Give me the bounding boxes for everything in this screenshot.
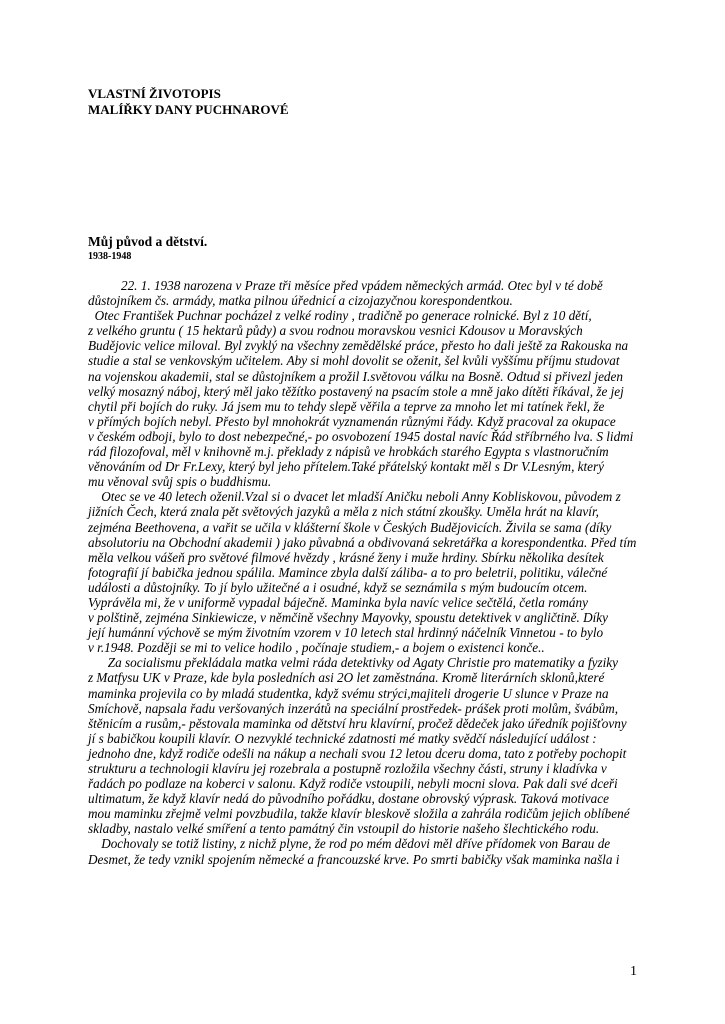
body-line: studie a stal se venkovským učitelem. Aby si mohl dovolit se oženit, šel kvůli vyššímu příjmu studovat — [88, 353, 620, 369]
body-line: věnováním od Dr Fr.Lexy, který byl jeho přítelem.Také přátelský kontakt měl s Dr V.Lesným, který — [88, 459, 605, 475]
body-line: na vojenskou akademii, stal se důstojníkem a prožil I.světovou válku na Bosně. Odtud si přivezl jeden — [88, 368, 623, 384]
body-line: skladby, nastalo velké smíření a tento památný čin vstoupil do historie našeho šlechtického rodu. — [88, 821, 600, 837]
page-number: 1 — [630, 964, 637, 979]
body-line: její humánní výchově se mým životním vzorem v 10 letech stal hrdinný náčelník Vinnetou - to bylo — [88, 625, 604, 641]
body-line: události a důstojníky. To jí bylo užitečné a i osudné, když se seznámila s mým budoucím otcem. — [88, 579, 588, 595]
body-line: v polštině, zejména Sinkiewicze, v němčině všechny Mayovky, spoustu detektivek v angličtině. Díky — [88, 610, 608, 626]
body-line: jí s babičkou koupili klavír. O nezvyklé technické zdatnosti mé matky svědčí následující událost : — [88, 730, 597, 746]
body-line: v českém odboji, bylo to dost nebezpečné,- po osvobození 1945 dostal navíc Řád stříbrného lva. S lidmi — [88, 428, 634, 444]
body-line: v přímých bojích nebyl. Přesto byl mnohokrát vyznamenán různými řády. Když pracoval za okupace — [88, 413, 616, 429]
body-line: z velkého gruntu ( 15 hektarů půdy) a svou rodnou moravskou vesnici Kdousov u Moravských — [88, 323, 583, 339]
body-line: zejména Beethovena, a vařit se učila v klášterní škole v Českých Budějovicích. Živila se sama (díky — [88, 519, 612, 535]
body-line: Vyprávěla mi, že v uniformě vypadal báječně. Maminka byla navíc velice sečtělá, četla romány — [88, 594, 588, 610]
body-line: strukturu a technologii klavíru jej rozebrala a postupně rozložila všechny části, struny i kladívka v — [88, 761, 607, 776]
body-line: chytil při bojích do ruky. Já jsem mu to tehdy slepě věřila a teprve za mnoho let mi tatínek řekl, že — [88, 398, 605, 414]
section-heading: Můj původ a dětství. — [88, 234, 208, 249]
body-line: Otec František Puchnar pocházel z velké rodiny , tradičně po generace rolnické. Byl z 10 dětí, — [88, 308, 592, 324]
body-line: v r.1948. Později se mi to velice hodilo , počínaje studiem,- a bojem o existenci konče.. — [88, 640, 545, 656]
body-line: absolutoriu na Obchodní akademii ) jako půvabná a obdivovaná sekretářka a korespondentka. Před tím — [88, 534, 637, 550]
body-line: Dochovaly se totiž listiny, z nichž plyne, že rod po mém dědovi měl dříve přídomek von Barau de — [88, 836, 611, 852]
body-text — [88, 278, 640, 867]
body-line: fotografií jí babička jednou spálila. Mamince zbyla další záliba- a to pro beletrii, politiku, válečné — [88, 564, 608, 580]
body-line: rád filozofoval, měl v knihovně m.j. překlady z nápisů ve hrobkách starého Egypta s vlastnoručním — [88, 444, 609, 460]
body-line: jednoho dne, když rodiče odešli na nákup a nechali svou 12 letou dceru doma, tato z potřeby pochopit — [88, 745, 627, 761]
body-line: mu věnoval svůj spis o buddhismu. — [88, 474, 272, 490]
body-line: ultimatum, že když klavír nedá do původního pořádku, dostane obrovský výprask. Taková motivace — [88, 791, 609, 807]
body-line: Budějovic velice miloval. Byl zvyklý na všechny zemědělské práce, přesto ho dali ještě za Rakouska na — [88, 338, 629, 354]
body-line: řadách po podlaze na koberci v salonu. Když rodiče vstoupili, nebyli mocni slova. Pak dali své dceři — [88, 776, 618, 792]
section-years: 1938-1948 — [88, 251, 132, 262]
body-line: měla velkou vášeň pro světové filmové hvězdy , krásné ženy i muže hrdiny. Sbírku několika desítek — [88, 549, 604, 565]
body-line: štěnicím a rusům,- pěstovala maminka od dětství hru klavírní, pročež dědeček jako úředník pojišťovny — [88, 715, 627, 731]
body-line: jižních Čech, která znala pět světových jazyků a měla z nich státní zkoušky. Uměla hrát na klavír, — [88, 504, 599, 520]
title-line: MALÍŘKY DANY PUCHNAROVÉ — [88, 102, 289, 117]
body-line: Otec se ve 40 letech oženil.Vzal si o dvacet let mladší Aničku neboli Anny Kobliskovou, původem z — [88, 489, 621, 505]
body-line: mou maminku zřejmě velmi povzbudila, takže klavír bleskově složila a zahrála rodičům jejich oblíbené — [88, 806, 630, 822]
body-line: z Matfysu UK v Praze, kde byla posledních asi 2O let zaměstnána. Kromě literárních sklonů,které — [88, 670, 605, 686]
body-line: 22. 1. 1938 narozena v Praze tři měsíce před vpádem německých armád. Otec byl v té době — [88, 278, 603, 293]
body-line: Desmet, že tedy vznikl spojením německé a francouzské krve. Po smrti babičky však maminka našla i — [88, 851, 620, 867]
title-line: VLASTNÍ ŽIVOTOPIS — [88, 86, 221, 101]
document-title — [88, 86, 289, 118]
body-line: Za socialismu překládala matka velmi ráda detektivky od Agaty Christie pro matematiky a fyziky — [88, 655, 618, 671]
body-line: maminka projevila co by mladá studentka, když svému strýci,majiteli drogerie U slunce v Praze na — [88, 685, 609, 701]
body-line: důstojníkem čs. armády, matka pilnou úřednicí a cizojazyčnou korespondentkou. — [88, 293, 513, 309]
body-line: Smíchově, napsala řadu veršovaných inzerátů na speciální prostředek- prášek proti molům, švábům, — [88, 700, 619, 716]
body-line: velký mosazný náboj, který měl jako těžítko postavený na psacím stole a mně jako dítěti říkával, že jej — [88, 383, 624, 399]
